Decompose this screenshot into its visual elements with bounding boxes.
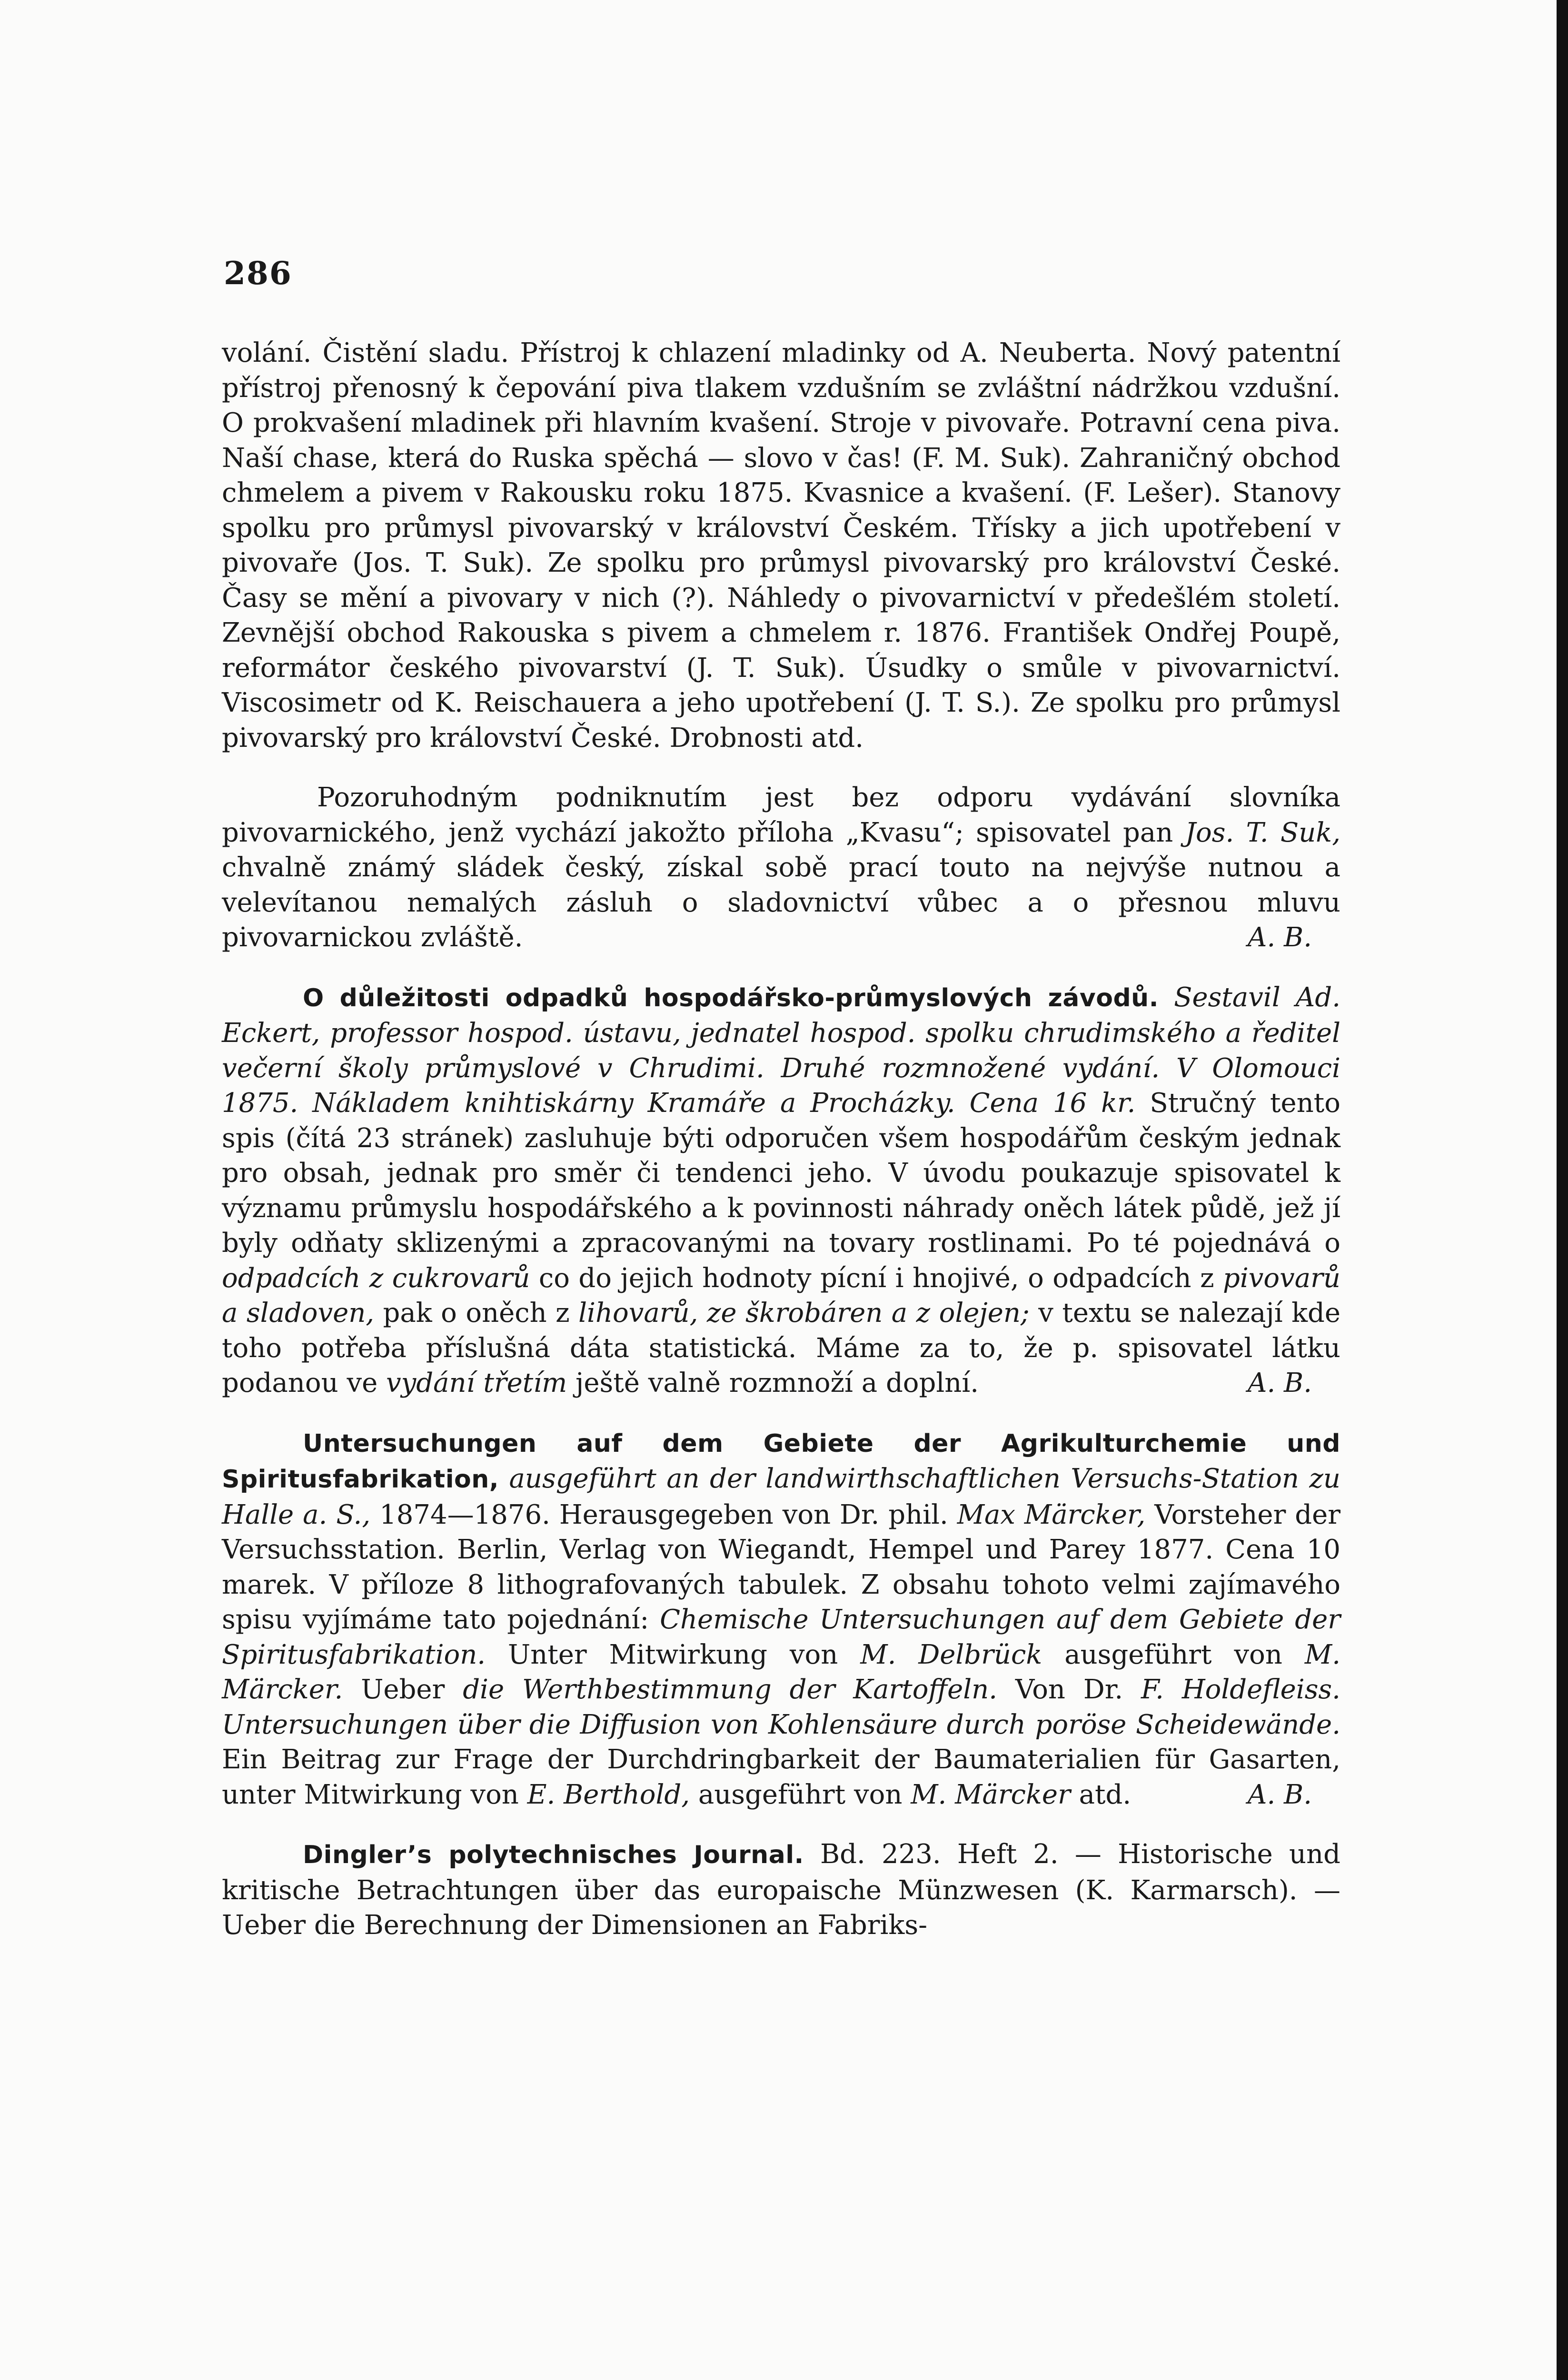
odpadky-body-1: Stručný tento spis (čítá 23 stránek) zasluhuje býti odporučen všem hospodářům českým jednak pro obsah, jednak pro směr či tendenci jeho. V úvodu poukazuje spisovatel k významu průmyslu hospodářského a k povinnosti náhrady oněch látek půdě, jež jí byly odňaty sklizenými a zpracovanými na tovary rostlinami. Po té pojednává o [222, 1088, 1340, 1259]
odpadky-title: O důležitosti odpadků hospodářsko-průmyslových závodů. [303, 983, 1159, 1012]
untersuchungen-italic-c: Chemische Untersuchungen auf dem Gebiete der Spiritusfabrikation. [222, 1604, 1340, 1670]
odpadky-italic-3: lihovarů, ze škrobáren a z olejen; [578, 1298, 1030, 1329]
text-column [222, 336, 1340, 1968]
untersuchungen-text-e: Ueber [343, 1674, 463, 1705]
dingler-text: Bd. 223. Heft 2. — Historische und kritische Betrachtungen über das europaische Münzwesen (K. Karmarsch). — Ueber die Berechnung der Dimensionen an Fabriks- [222, 1839, 1341, 1941]
untersuchungen-text-d: ausgeführt von [1042, 1639, 1305, 1670]
untersuchungen-text-f: Von Dr. [997, 1674, 1141, 1705]
untersuchungen-text-b: Vorsteher der Versuchsstation. Berlin, Verlag von Wiegandt, Hempel und Parey 1877. Cena 10 marek. V příloze 8 lithografovaných tabulek. Z obsahu tohoto velmi zajímavého spisu vyjímáme tato pojednání: [222, 1499, 1341, 1635]
untersuchungen-text-h: ausgeführt von [690, 1779, 911, 1810]
odpadky-body-3: pak o oněch z [374, 1298, 579, 1329]
untersuchungen-text-a: 1874—1876. Herausgegeben von Dr. phil. [370, 1499, 957, 1530]
entry-odpadky [222, 980, 1340, 1401]
odpadky-bibliographic-info: Sestavil Ad. Eckert, professor hospod. ústavu, jednatel hospod. spolku chrudimského a ředitel večerní školy průmyslové v Chrudimi. Druhé rozmnožené vydání. V Olomouci 1875. Nákladem knihtiskárny Kramáře a Procházky. Cena 16 kr. [222, 982, 1340, 1119]
untersuchungen-italic-h: E. Berthold, [527, 1779, 690, 1810]
odpadky-italic-4: vydání třetím [386, 1368, 567, 1398]
untersuchungen-text-c: Unter Mitwirkung von [486, 1639, 861, 1670]
dingler-title: Dingler’s polytechnisches Journal. [303, 1841, 804, 1869]
dictionary-text-before: Pozoruhodným podniknutím jest bez odporu vydávání slovníka pivovarnického, jenž vychází jakožto příloha „Kvasu“; spisovatel pan [222, 782, 1340, 848]
untersuchungen-italic-a: ausgeführt an der landwirthschaftlichen Versuchs-Station zu Halle a. S., [222, 1463, 1340, 1530]
odpadky-italic-1: odpadcích z cukrovarů [222, 1262, 530, 1294]
untersuchungen-title: Untersuchungen auf dem Gebiete der Agrikulturchemie und Spiritusfabrikation, [222, 1429, 1340, 1494]
dingler-paragraph [222, 1837, 1340, 1943]
untersuchungen-paragraph [222, 1426, 1340, 1813]
entry-dingler [222, 1837, 1340, 1943]
odpadky-body-2: co do jejich hodnoty pícní i hnojivé, o odpadcích z [530, 1262, 1223, 1294]
scan-edge [1557, 0, 1568, 2380]
page-number: 286 [224, 255, 292, 292]
review-signature: A. B. [1248, 922, 1312, 953]
untersuchungen-italic-d: M. Delbrück [860, 1639, 1042, 1670]
entry-untersuchungen [222, 1426, 1340, 1813]
untersuchungen-italic-e: M. Märcker. [222, 1639, 1340, 1705]
review-signature: A. B. [1248, 1368, 1312, 1398]
untersuchungen-italic-b: Max Märcker, [957, 1499, 1146, 1530]
entry-kvas-contents [222, 336, 1340, 755]
dictionary-author: Jos. T. Suk, [1185, 817, 1340, 848]
dictionary-text-after: chvalně známý sládek český, získal sobě prací touto na nejvýše nutnou a velevítanou nemalých zásluh o sladovnictví vůbec a o přesnou mluvu pivovarnickou zvláště. [222, 852, 1340, 953]
untersuchungen-italic-g: F. Holdefleiss. Untersuchungen über die Diffusion von Kohlensäure durch poröse Scheidewände. [222, 1674, 1340, 1740]
odpadky-body-5: ještě valně rozmnoží a doplní. [567, 1368, 979, 1398]
entry-kvas-dictionary [222, 780, 1340, 955]
review-signature: A. B. [1248, 1779, 1312, 1810]
untersuchungen-text-i: atd. [1070, 1779, 1131, 1810]
odpadky-paragraph [222, 980, 1340, 1401]
contents-paragraph: volání. Čistění sladu. Přístroj k chlazení mladinky od A. Neuberta. Nový patentní přístroj přenosný k čepování piva tlakem vzdušním se zvláštní nádržkou vzdušní. O prokvašení mladinek při hlavním kvašení. Stroje v pivovaře. Potravní cena piva. Naší chase, která do Ruska spěchá — slovo v čas! (F. M. Suk). Zahraničný obchod chmelem a pivem v Rakousku roku 1875. Kvasnice a kvašení. (F. Lešer). Stanovy spolku pro průmysl pivovarský v království Českém. Třísky a jich upotřebení v pivovaře (Jos. T. Suk). Ze spolku pro průmysl pivovarský pro království České. Časy se mění a pivovary v nich (?). Náhledy o pivovarnictví v předešlém století. Zevnější obchod Rakouska s pivem a chmelem r. 1876. František Ondřej Poupě, reformátor českého pivovarství (J. T. Suk). Úsudky o smůle v pivovarnictví. Viscosimetr od K. Reischauera a jeho upotřebení (J. T. S.). Ze spolku pro průmysl pivovarský pro království České. Drobnosti atd. [222, 337, 1340, 754]
dictionary-paragraph [222, 780, 1340, 955]
odpadky-italic-2: pivovarů a sladoven, [222, 1262, 1340, 1329]
untersuchungen-italic-f: die Werthbestimmung der Kartoffeln. [463, 1674, 998, 1705]
untersuchungen-italic-i: M. Märcker [911, 1779, 1071, 1810]
untersuchungen-text-g: Ein Beitrag zur Frage der Durchdringbarkeit der Baumaterialien für Gasarten, unter Mitwirkung von [222, 1744, 1340, 1810]
odpadky-body-4: v textu se nalezají kde toho potřeba příslušná dáta statistická. Máme za to, že p. spisovatel látku podanou ve [222, 1298, 1341, 1398]
